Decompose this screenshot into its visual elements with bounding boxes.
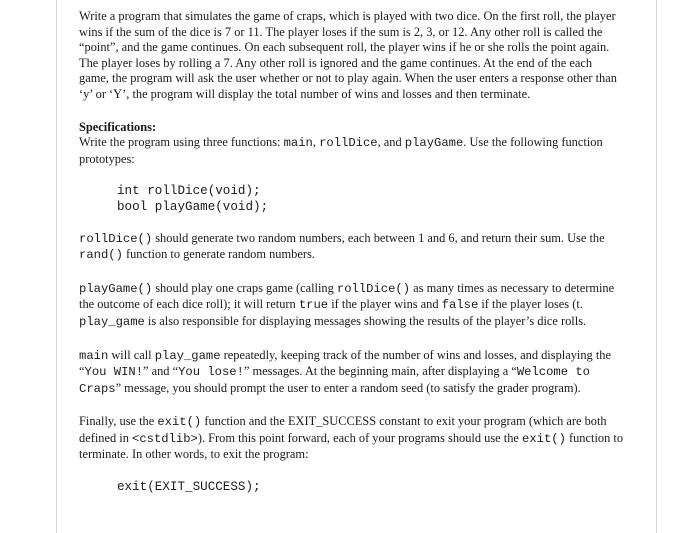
main-paragraph (79, 348, 625, 398)
rolldice-paragraph (79, 231, 625, 264)
right-page-edge (656, 0, 657, 533)
code-rolldice: rollDice (319, 136, 378, 151)
finally-paragraph (79, 414, 625, 463)
exit-code-line: exit(EXIT_SUCCESS); (117, 480, 261, 495)
paragraph-text: function to generate random numbers. (122, 247, 315, 262)
playgame-paragraph (79, 281, 625, 331)
code-playgame: playGame (404, 136, 464, 151)
paragraph-text: is also responsible for displaying messages showing the results of the player’s dice rolls. (144, 313, 587, 328)
spec-text: , and (377, 135, 405, 150)
intro-paragraph: Write a program that simulates the game of craps, which is played with two dice. On the first roll, the player wins if the sum of the dice is 7 or 11. The player loses if the sum is 2, 3, or 12. Any other roll is called the “point”, and the game continues. On each subsequent roll, the player wins if he or she rolls the point again. The player loses by rolling a 7. Any other roll is ignored and the game continues. At the end of the each game, the program will ask the user whether or not to play again. When the user enters a response other than ‘y’ or ‘Y’, the program will display the total number of wins and losses and then terminate. (79, 9, 617, 101)
assignment-text (79, 9, 625, 496)
paragraph-text: should play one craps game (calling (152, 280, 337, 295)
specifications-heading: Specifications: (79, 119, 157, 134)
code-exit-call: exit() (522, 431, 566, 446)
code-true: true (298, 298, 329, 313)
paragraph-text: ” message, you should prompt the user to enter a random seed (to satisfy the grader program). (115, 380, 581, 395)
prototype-line: bool playGame(void); (117, 199, 269, 214)
code-welcome-message: Welcome to Craps (79, 365, 590, 396)
paragraph-text: will call (108, 347, 155, 362)
code-exit-call: exit() (157, 415, 202, 430)
paragraph-text: function to terminate. In other words, to exit the program: (79, 430, 624, 462)
paragraph-text: ” and “ (143, 364, 179, 379)
paragraph-text: ” messages. At the beginning main, after displaying a “ (243, 364, 517, 379)
spec-text: Write the program using three functions: (79, 135, 284, 150)
paragraph-text: as many times as necessary to determine the outcome of each dice roll); it will return (79, 280, 615, 312)
code-you-lose-message: You lose! (178, 365, 244, 380)
paragraph-text: repeatedly, keeping track of the number of wins and losses, and displaying the “ (79, 347, 611, 379)
code-you-win-message: You WIN! (84, 365, 144, 380)
paragraph-text: if the player wins and (328, 297, 442, 312)
code-main: main (79, 348, 109, 363)
code-play-game: play_game (154, 348, 221, 363)
code-rand-call: rand() (79, 248, 123, 263)
code-false: false (441, 298, 479, 313)
paragraph-text: function and the EXIT_SUCCESS constant to exit your program (which are both defined in (79, 414, 607, 445)
code-play-game: play_game (79, 314, 145, 329)
code-rolldice-call: rollDice() (79, 231, 153, 246)
left-page-edge (56, 0, 57, 533)
code-playgame-call: playGame() (79, 281, 153, 296)
paragraph-text: Finally, use the (79, 414, 158, 429)
code-main: main (283, 136, 313, 151)
paragraph-text: should generate two random numbers, each between 1 and 6, and return their sum. Use the (152, 230, 605, 245)
paragraph-text: ). From this point forward, each of your programs should use the (197, 430, 522, 445)
spec-text: . Use the following function prototypes: (79, 135, 603, 166)
code-rolldice-call: rollDice() (336, 281, 411, 296)
paragraph-text: if the player loses (t. (478, 297, 583, 312)
spec-text: , (312, 135, 320, 150)
prototype-line: int rollDice(void); (117, 184, 261, 199)
code-cstdlib: <cstdlib> (132, 431, 198, 446)
specifications-paragraph (79, 120, 625, 168)
prototype-code-block (117, 184, 625, 215)
